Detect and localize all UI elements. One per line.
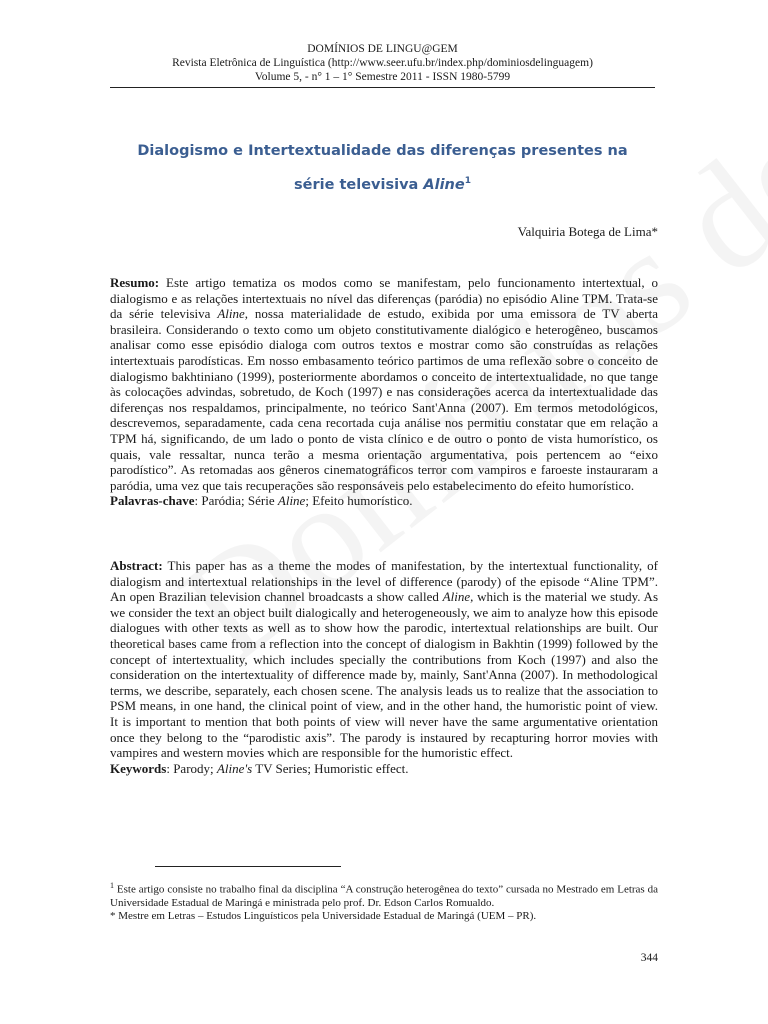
resumo-paragraph [110, 275, 658, 493]
title-line-1: Dialogismo e Intertextualidade das diferenças presentes na [137, 143, 628, 159]
title-line-2 [110, 166, 655, 200]
title-footnote-marker: 1 [464, 176, 471, 186]
keywords-en-1: : Parody; [166, 760, 217, 776]
footnote-2: * Mestre em Letras – Estudos Linguísticos pela Universidade Estadual de Maringá (UEM – PR). [110, 910, 537, 923]
abstract-paragraph [110, 558, 658, 761]
keywords-en-italic: Aline's [216, 760, 253, 776]
footnote-1-marker: 1 [110, 881, 114, 890]
keywords-label-pt: Palavras-chave [110, 493, 195, 509]
keywords-label-en: Keywords [110, 760, 167, 776]
footnote-1-text: Este artigo consiste no trabalho final da disciplina “A construção heterogênea do texto” cursada no Mestrado em Letras da Universidade Estadual de Maringá e ministrada pelo prof. Dr. Edson Carlos Romualdo. [110, 883, 658, 910]
resumo-text-2: , nossa materialidade de estudo, exibida por uma emissora de TV aberta brasileira. Considerando o texto como um objeto constitutivamente dialógico e heterogêneo, buscamos analisar como esse episódio dialoga com outros textos e mostrar como são construídas as relações intertextuais parodísticas. Em nosso embasamento teórico partimos de uma reflexão sobre o conceito de dialogismo bakhtiniano (1999), posteriormente abordamos o conceito de intertextualidade, no que tange às colocações advindas, sobretudo, de Koch (1997) e nas considerações acerca da intertextualidade das diferenças nos respaldamos, principalmente, no teórico Sant'Anna (2007). Em termos metodológicos, descrevemos, separadamente, cada cena recortada cuja análise nos permitiu constatar que em relação a TPM há, significando, de um lado o ponto de vista clínico e de outro o ponto de vista humorístico, os quais, vale ressaltar, nunca terão a mesma orientação argumentativa, pois pertencem ao “eixo parodístico”. As retomadas aos gêneros cinematográficos terror com vampiros e faroeste instauraram a paródia, uma vez que tais recuperações são responsáveis pelo estabelecimento do efeito humorístico. [110, 306, 658, 493]
journal-header [110, 42, 655, 88]
abstract-keywords [110, 761, 658, 777]
footnote-rule [155, 866, 341, 867]
page-number: 344 [640, 952, 658, 964]
resumo-keywords [110, 493, 658, 509]
journal-subtitle: Revista Eletrônica de Linguística (http://www.seer.ufu.br/index.php/dominiosdelinguagem) [172, 57, 593, 69]
resumo-italic: Aline [217, 306, 245, 322]
article-title [110, 136, 655, 200]
author-name: Valquiria Botega de Lima* [517, 224, 658, 239]
journal-volume: Volume 5, - n° 1 – 1° Semestre 2011 - ISSN 1980-5799 [254, 71, 511, 83]
footnotes [110, 879, 658, 924]
keywords-pt-1: : Paródia; Série [194, 493, 278, 509]
abstract-section [110, 558, 658, 776]
abstract-text-2: which is the material we study. As we consider the text an object built dialogically and heterogeneously, we aim to analyze how this episode dialogues with other texts as well as to show how the parodic, intertextual relationships are built. Our theoretical bases came from a reflection into the concept of dialogism in Bakhtin (1999) followed by the concept of intertextuality, which includes specially the contributions from Koch (1997) and also the consideration on the intertextuality of difference made by, mainly, Sant'Anna (2007). In methodological terms, we describe, separately, each chosen scene. The analysis leads us to realize that the association to PSM means, in one hand, the clinical point of view, and in the other hand, the humoristic point of view. It is important to mention that both points of view will never have the same argumentative orientation once they belong to the “parodistic axis”. The parody is instaured by recapturing horror movies with vampires and western movies which are responsible for the humoristic effect. [110, 589, 658, 761]
resumo-label: Resumo: [110, 275, 160, 290]
resumo-text-1: Este artigo tematiza os modos como se manifestam, pelo funcionamento intertextual, o dialogismo e as relações intertextuais no nível das diferenças (paródia) no episódio Aline TPM. Trata-se da série televisiva [110, 275, 658, 322]
keywords-pt-2: ; Efeito humorístico. [305, 493, 413, 509]
footnote-1 [110, 879, 658, 910]
journal-name: DOMÍNIOS DE LINGU@GEM [307, 43, 458, 55]
header-rule [110, 87, 655, 88]
keywords-pt-italic: Aline [277, 493, 306, 509]
resumo-section [110, 275, 658, 509]
abstract-text-1: This paper has as a theme the modes of manifestation, by the intertextual functionality, of dialogism and intertextual relationships in the level of difference (parody) of the episode “Aline TPM”. An open Brazilian television channel broadcasts a show called [110, 558, 658, 605]
abstract-italic: Aline, [442, 589, 474, 605]
abstract-label: Abstract: [110, 558, 163, 573]
title-prefix: série televisiva [294, 176, 424, 193]
title-italic: Aline [423, 176, 465, 193]
keywords-en-2: TV Series; Humoristic effect. [252, 760, 409, 776]
